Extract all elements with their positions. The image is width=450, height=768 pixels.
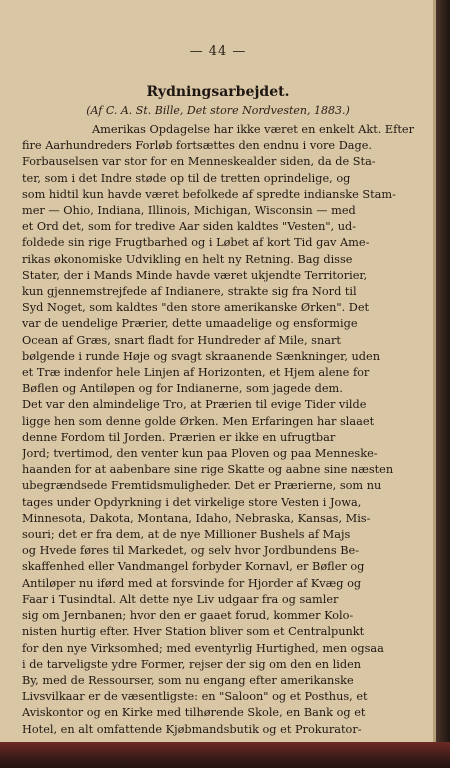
text-line: et Træ indenfor hele Linjen af Horizonten, et Hjem alene for bbox=[22, 366, 370, 380]
text-line: Ocean af Græs, snart fladt for Hundreder af Mile, snart bbox=[22, 333, 341, 347]
book-cover-edge bbox=[0, 742, 450, 768]
body-text bbox=[22, 122, 418, 738]
text-line: Stater, der i Mands Minde havde været ukjendte Territorier, bbox=[22, 268, 368, 282]
text-line: Livsvilkaar er de væsentligste: en "Saloon" og et Posthus, et bbox=[22, 690, 368, 704]
text-line: Hotel, en alt omfattende Kjøbmandsbutik og et Prokurator- bbox=[22, 722, 362, 736]
text-line: bølgende i runde Høje og svagt skraanende Sænkninger, uden bbox=[22, 349, 380, 363]
section-title: Rydningsarbejdet. bbox=[146, 84, 290, 100]
text-line: fire Aarhundreders Forløb fortsættes den endnu i vore Dage. bbox=[22, 139, 372, 153]
text-line: Jord; tvertimod, den venter kun paa Ploven og paa Menneske- bbox=[22, 447, 378, 461]
text-line: souri; det er fra dem, at de nye Millioner Bushels af Majs bbox=[22, 528, 351, 542]
text-line: tages under Opdyrkning i det virkelige store Vesten i Jowa, bbox=[22, 495, 362, 509]
text-line: Antiløper nu iførd med at forsvinde for Hjorder af Kvæg og bbox=[22, 576, 362, 590]
text-line: Syd Noget, som kaldtes "den store amerikanske Ørken". Det bbox=[22, 301, 370, 315]
text-line: Faar i Tusindtal. Alt dette nye Liv udgaar fra og samler bbox=[22, 592, 339, 606]
text-line: rikas økonomiske Udvikling en helt ny Retning. Bag disse bbox=[22, 252, 353, 266]
text-line: Minnesota, Dakota, Montana, Idaho, Nebraska, Kansas, Mis- bbox=[22, 511, 371, 525]
source-citation: (Af C. A. St. Bille, Det store Nordvesten, 1883.) bbox=[86, 104, 350, 117]
text-line: mer — Ohio, Indiana, Illinois, Michigan, Wisconsin — med bbox=[22, 204, 356, 218]
text-line: og Hvede føres til Markedet, og selv hvor Jordbundens Be- bbox=[22, 544, 360, 558]
text-line: for den nye Virksomhed; med eventyrlig Hurtighed, men ogsaa bbox=[22, 641, 384, 655]
text-line: ubegrændsede Fremtidsmuligheder. Det er Prærierne, som nu bbox=[22, 479, 382, 493]
text-line: ligge hen som denne golde Ørken. Men Erfaringen har slaaet bbox=[22, 414, 375, 428]
text-line: nisten hurtig efter. Hver Station bliver som et Centralpunkt bbox=[22, 625, 365, 639]
text-line: Amerikas Opdagelse har ikke været en enkelt Akt. Efter bbox=[92, 123, 414, 136]
text-line: haanden for at aabenbare sine rige Skatte og aabne sine næsten bbox=[22, 463, 394, 477]
page-number: — 44 — bbox=[189, 44, 247, 59]
text-line: Bøflen og Antiløpen og for Indianerne, som jagede dem. bbox=[22, 382, 343, 396]
text-line: et Ord det, som for tredive Aar siden kaldtes "Vesten", ud- bbox=[22, 220, 357, 234]
text-line: ter, som i det Indre støde op til de tretten oprindelige, og bbox=[22, 171, 351, 185]
text-line: Aviskontor og en Kirke med tilhørende Skole, en Bank og et bbox=[22, 706, 366, 720]
text-line: denne Fordom til Jorden. Prærien er ikke en ufrugtbar bbox=[22, 430, 336, 444]
text-line: kun gjennemstrejfede af Indianere, strakte sig fra Nord til bbox=[22, 285, 357, 299]
text-line: By, med de Ressourser, som nu engang efter amerikanske bbox=[22, 673, 354, 687]
text-line: Forbauselsen var stor for en Menneskealder siden, da de Sta- bbox=[22, 155, 376, 169]
text-line: skaffenhed eller Vandmangel forbyder Kornavl, er Bøfler og bbox=[22, 560, 365, 574]
text-line: Det var den almindelige Tro, at Prærien til evige Tider vilde bbox=[22, 398, 367, 412]
book-spine bbox=[436, 0, 450, 768]
text-line: foldede sin rige Frugtbarhed og i Løbet af kort Tid gav Ame- bbox=[22, 236, 370, 250]
text-line: sig om Jernbanen; hvor den er gaaet forud, kommer Kolo- bbox=[22, 609, 354, 623]
text-line: i de tarveligste ydre Former, rejser der sig om den en liden bbox=[22, 657, 362, 671]
text-line: som hidtil kun havde været befolkede af spredte indianske Stam- bbox=[22, 187, 396, 201]
text-line: var de uendelige Prærier, dette umaadelige og ensformige bbox=[22, 317, 358, 331]
